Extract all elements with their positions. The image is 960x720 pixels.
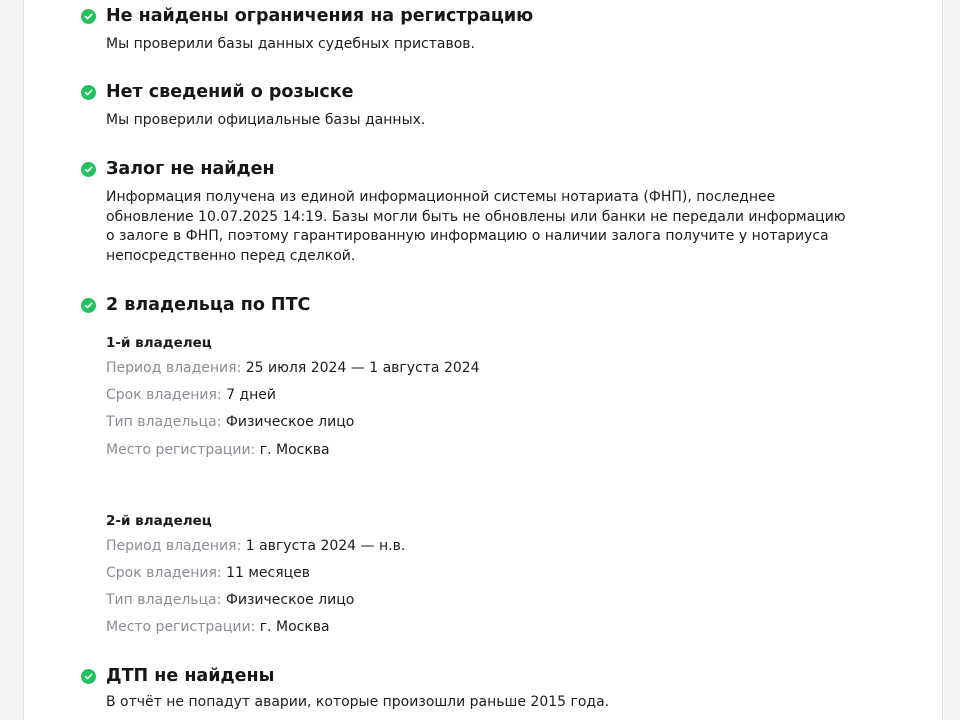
section-description: Мы проверили официальные базы данных. — [106, 112, 426, 128]
owner-heading: 1-й владелец — [106, 335, 212, 351]
owner-place-value: г. Москва — [259, 619, 330, 635]
owner-duration-label: Срок владения: — [106, 387, 222, 403]
section-title: ДТП не найдены — [106, 666, 275, 686]
section-title: 2 владельца по ПТС — [106, 295, 311, 315]
owner-duration-row — [106, 386, 276, 405]
owner-place-value: г. Москва — [259, 442, 330, 458]
owner-type-row — [106, 591, 354, 610]
check-circle-icon — [81, 162, 96, 177]
section-title: Не найдены ограничения на регистрацию — [106, 6, 534, 26]
owner-period-value: 1 августа 2024 — н.в. — [245, 538, 406, 554]
owner-place-label: Место регистрации: — [106, 442, 256, 458]
owner-duration-value: 7 дней — [226, 387, 276, 403]
owner-heading: 2-й владелец — [106, 513, 212, 529]
section-title: Нет сведений о розыске — [106, 82, 354, 102]
owner-period-label: Период владения: — [106, 538, 242, 554]
owner-duration-label: Срок владения: — [106, 565, 222, 581]
check-circle-icon — [81, 669, 96, 684]
owner-period-row — [106, 537, 405, 556]
check-circle-icon — [81, 9, 96, 24]
owner-period-label: Период владения: — [106, 360, 242, 376]
section-description: Мы проверили базы данных судебных приставов. — [106, 36, 475, 52]
owner-period-value: 25 июля 2024 — 1 августа 2024 — [245, 360, 480, 376]
check-circle-icon — [81, 298, 96, 313]
owner-place-label: Место регистрации: — [106, 619, 256, 635]
owner-type-value: Физическое лицо — [225, 414, 355, 430]
report-panel — [23, 0, 943, 720]
owner-place-row — [106, 441, 330, 460]
owner-type-value: Физическое лицо — [225, 592, 355, 608]
owner-type-row — [106, 413, 354, 432]
owner-duration-value: 11 месяцев — [226, 565, 311, 581]
owner-place-row — [106, 618, 330, 637]
owner-duration-row — [106, 564, 310, 583]
section-title: Залог не найден — [106, 159, 275, 179]
section-description: Информация получена из единой информационной системы нотариата (ФНП), последнее обновление 10.07.2025 14:19. Базы могли быть не обновлены или банки не передали информацию о залоге в ФНП, поэтому гарантированную информацию о наличии залога получите у нотариуса непосредственно перед сделкой. — [106, 189, 846, 264]
owner-type-label: Тип владельца: — [106, 414, 222, 430]
owner-type-label: Тип владельца: — [106, 592, 222, 608]
owner-period-row — [106, 359, 480, 378]
section-description: В отчёт не попадут аварии, которые произошли раньше 2015 года. — [106, 694, 610, 710]
check-circle-icon — [81, 85, 96, 100]
